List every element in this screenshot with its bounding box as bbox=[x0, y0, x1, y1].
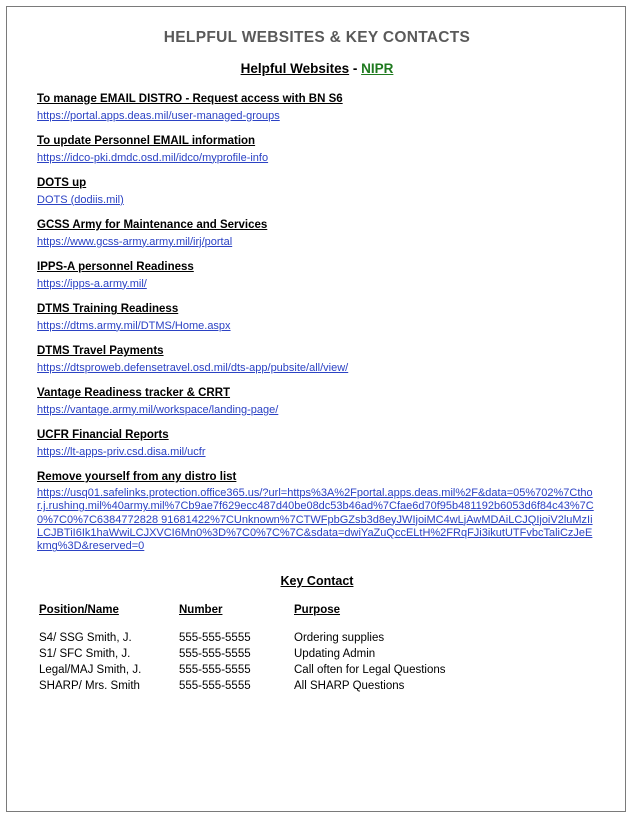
link-block-ucfr bbox=[37, 428, 597, 459]
link-block-dtms-travel bbox=[37, 344, 597, 375]
link-block-email-distro bbox=[37, 92, 597, 123]
link-label: To manage EMAIL DISTRO - Request access with BN S6 bbox=[37, 93, 343, 105]
link-url[interactable]: DOTS (dodiis.mil) bbox=[37, 193, 124, 206]
link-block-dtms-training bbox=[37, 302, 597, 333]
link-block-remove-distro bbox=[37, 470, 597, 554]
link-block-vantage bbox=[37, 386, 597, 417]
link-label: IPPS-A personnel Readiness bbox=[37, 261, 194, 274]
table-header-row bbox=[39, 604, 446, 632]
section-heading-helpful-websites bbox=[37, 61, 597, 76]
cell-number: 555-555-5555 bbox=[179, 647, 251, 660]
link-label: DTMS Training Readiness bbox=[37, 303, 179, 316]
table-row bbox=[39, 632, 446, 648]
section-heading-main: Helpful Websites bbox=[240, 61, 350, 76]
cell-purpose: Updating Admin bbox=[294, 647, 376, 660]
link-url[interactable]: https://portal.apps.deas.mil/user-managed-groups bbox=[37, 109, 280, 122]
cell-position: SHARP/ Mrs. Smith bbox=[39, 679, 140, 692]
cell-position: S4/ SSG Smith, J. bbox=[39, 631, 132, 644]
column-header-purpose: Purpose bbox=[294, 603, 341, 616]
cell-purpose: Call often for Legal Questions bbox=[294, 663, 446, 676]
cell-purpose: Ordering supplies bbox=[294, 631, 385, 644]
cell-number: 555-555-5555 bbox=[179, 631, 251, 644]
column-header-number: Number bbox=[179, 603, 223, 616]
link-url[interactable]: https://lt-apps-priv.csd.disa.mil/ucfr bbox=[37, 445, 206, 458]
cell-position: S1/ SFC Smith, J. bbox=[39, 647, 131, 660]
link-label: UCFR Financial Reports bbox=[37, 429, 169, 442]
link-url[interactable]: https://dtsproweb.defensetravel.osd.mil/dts-app/pubsite/all/view/ bbox=[37, 361, 349, 374]
cell-number: 555-555-5555 bbox=[179, 663, 251, 676]
section-heading-separator: - bbox=[349, 61, 362, 76]
link-block-dots-up bbox=[37, 176, 597, 207]
link-label: To update Personnel EMAIL information bbox=[37, 135, 256, 148]
link-url[interactable]: https://ipps-a.army.mil/ bbox=[37, 277, 147, 290]
column-header-position: Position/Name bbox=[39, 603, 119, 616]
link-label: GCSS Army for Maintenance and Services bbox=[37, 219, 268, 232]
link-block-gcss-army bbox=[37, 218, 597, 249]
link-block-personnel-email bbox=[37, 134, 597, 165]
cell-purpose: All SHARP Questions bbox=[294, 679, 405, 692]
key-contact-table bbox=[39, 604, 446, 696]
link-url[interactable]: https://usq01.safelinks.protection.office365.us/?url=https%3A%2Fportal.apps.deas.mil%2F&data=05%702%7Cthor.j.rushing.mil%40army.mil%7Cb9ae7f629ecc487d40be08dc53b46ad%7Cfae6d70f95b481192b6053d6f84c43%7C0%7C0%7C6384772828 91681422%7CUnknown%7CTWFpbGZsb3d8eyJWIjoiMC4wLjAwMDAiLCJQIjoiV2luMzIiLCJBTiI6Ik1haWwiLCJXVCI6Mn0%3D%7C0%7C%7C&sdata=dwiYaZuQccELtH%2FRqFJi3ikutUTFvbcTaliCzJeEkmg%3D&reserved=0 bbox=[37, 486, 594, 553]
table-row bbox=[39, 680, 446, 696]
link-label: Vantage Readiness tracker & CRRT bbox=[37, 387, 231, 400]
cell-number: 555-555-5555 bbox=[179, 679, 251, 692]
link-label: Remove yourself from any distro list bbox=[37, 471, 237, 484]
page-title: HELPFUL WEBSITES & KEY CONTACTS bbox=[163, 29, 471, 46]
document-sheet bbox=[6, 6, 626, 812]
table-row bbox=[39, 664, 446, 680]
link-url[interactable]: https://www.gcss-army.army.mil/irj/portal bbox=[37, 235, 233, 248]
link-url[interactable]: https://vantage.army.mil/workspace/landing-page/ bbox=[37, 403, 279, 416]
link-block-ipps-a bbox=[37, 260, 597, 291]
section-heading-nipr: NIPR bbox=[361, 61, 394, 76]
table-row bbox=[39, 648, 446, 664]
link-label: DOTS up bbox=[37, 177, 87, 190]
link-label: DTMS Travel Payments bbox=[37, 345, 164, 358]
key-contact-heading: Key Contact bbox=[280, 573, 354, 588]
link-url[interactable]: https://dtms.army.mil/DTMS/Home.aspx bbox=[37, 319, 231, 332]
cell-position: Legal/MAJ Smith, J. bbox=[39, 663, 142, 676]
link-url[interactable]: https://idco-pki.dmdc.osd.mil/idco/myprofile-info bbox=[37, 151, 269, 164]
